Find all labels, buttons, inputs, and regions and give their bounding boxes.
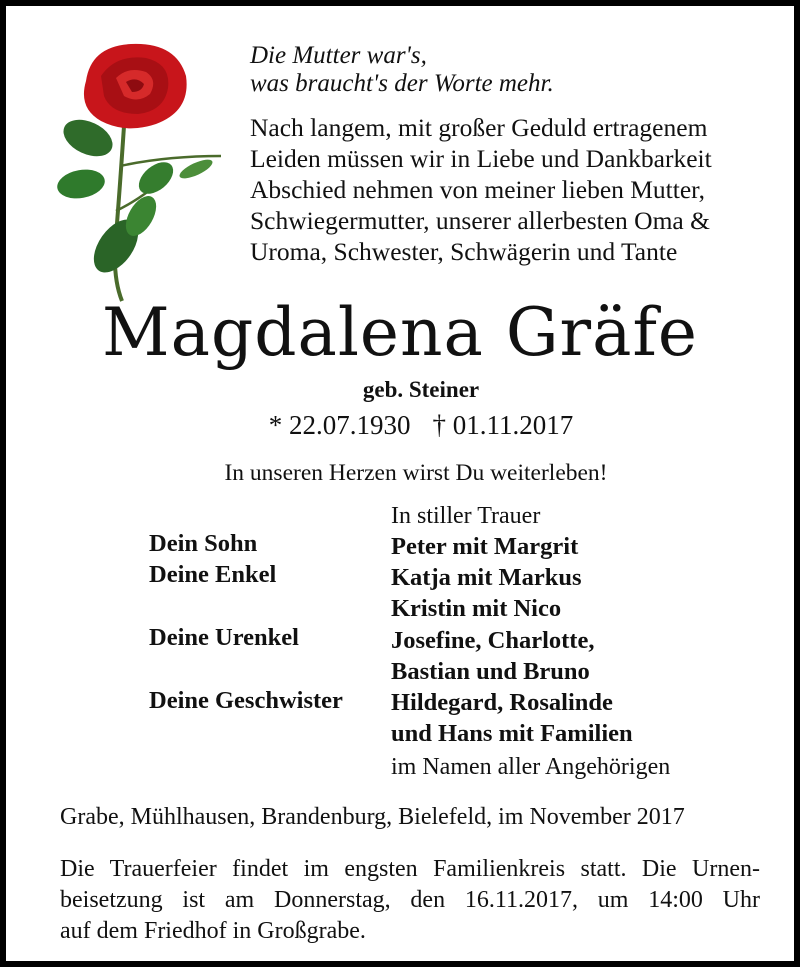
mourner-names: Kristin mit Nico [391, 595, 562, 622]
relation-label: Deine Geschwister [149, 687, 343, 714]
motto: In unseren Herzen wirst Du weiterleben! [224, 460, 608, 486]
mourning-header: In stiller Trauer [391, 503, 541, 529]
funeral-notice [60, 854, 760, 947]
poem-line: was braucht's der Worte mehr. [250, 70, 554, 97]
funeral-line: Die Trauerfeier findet im engsten Familienkreis statt. Die Urnen- [60, 856, 760, 882]
poem [250, 42, 770, 98]
relation-label: Deine Urenkel [149, 624, 299, 651]
relation-label: Deine Enkel [149, 561, 277, 588]
intro-line: Uroma, Schwester, Schwägerin und Tante [250, 237, 678, 266]
intro-line: Leiden müssen wir in Liebe und Dankbarkeit [250, 144, 712, 173]
life-dates [6, 408, 800, 442]
funeral-line: auf dem Friedhof in Großgrabe. [60, 918, 366, 944]
signoff: im Namen aller Angehörigen [391, 754, 671, 780]
intro-text [250, 112, 790, 267]
death-date: † 01.11.2017 [432, 410, 574, 440]
poem-line: Die Mutter war's, [250, 42, 427, 69]
mourner-names: Katja mit Markus [391, 564, 582, 591]
birth-date: * 22.07.1930 [268, 410, 411, 440]
intro-line: Schwiegermutter, unserer allerbesten Oma & [250, 206, 710, 235]
intro-line: Abschied nehmen von meiner lieben Mutter, [250, 175, 706, 204]
red-rose-icon [46, 36, 231, 306]
deceased-name: Magdalena Gräfe [102, 294, 698, 371]
mourner-names: Peter mit Margrit [391, 533, 579, 560]
mourner-names: Hildegard, Rosalinde [391, 689, 613, 716]
funeral-line: beisetzung ist am Donnerstag, den 16.11.2017, um 14:00 Uhr [60, 887, 760, 913]
intro-line: Nach langem, mit großer Geduld ertragenem [250, 113, 708, 142]
place-date: Grabe, Mühlhausen, Brandenburg, Bielefeld, im November 2017 [60, 804, 685, 830]
mourner-names: Bastian und Bruno [391, 658, 590, 685]
relation-label: Dein Sohn [149, 530, 258, 557]
mourner-names: und Hans mit Familien [391, 720, 633, 747]
mourner-names: Josefine, Charlotte, [391, 627, 595, 654]
maiden-name: geb. Steiner [362, 377, 480, 402]
